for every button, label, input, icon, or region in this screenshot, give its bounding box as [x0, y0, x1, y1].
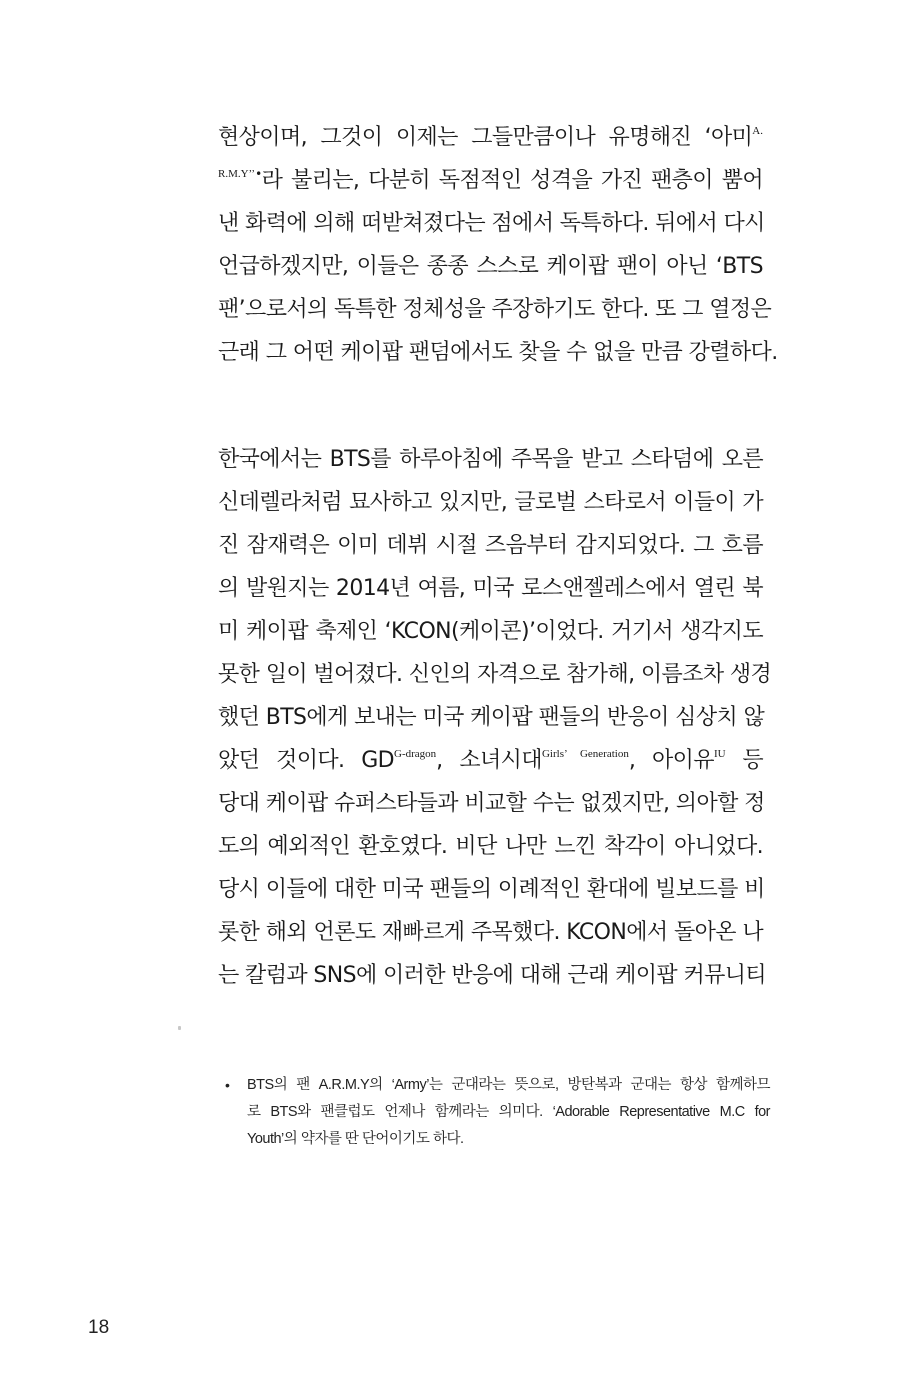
footnote-line: 로 BTS와 팬클럽도 언제나 함께라는 의미다. ‘Adorable Representative M.C for: [247, 1104, 770, 1120]
line-text: 았던 것이다. GD: [218, 748, 395, 773]
footnote-line: Youth’의 약자를 딴 단어이기도 하다.: [247, 1131, 464, 1147]
text-line: 진 잠재력은 이미 데뷔 시절 즈음부터 감지되었다. 그 흐름: [218, 533, 763, 558]
text-line: 낸 화력에 의해 떠받쳐졌다는 점에서 독특하다. 뒤에서 다시: [218, 211, 765, 236]
text-line: 팬’으로서의 독특한 정체성을 주장하기도 한다. 또 그 열정은: [218, 297, 772, 322]
text-line: [218, 116, 763, 159]
scan-speck: [178, 1026, 181, 1030]
text-line: 했던 BTS에게 보내는 미국 케이팝 팬들의 반응이 심상치 않: [218, 705, 765, 730]
text-line: 미 케이팝 축제인 ‘KCON(케이콘)’이었다. 거기서 생각지도: [218, 619, 763, 644]
footnote-body: [247, 1072, 770, 1153]
footnote-bullet-icon: •: [225, 1077, 230, 1093]
superscript-gloss-iu: IU: [713, 748, 726, 760]
text-line: 당대 케이팝 슈퍼스타들과 비교할 수는 없겠지만, 의아할 정: [218, 791, 765, 816]
text-line: 근래 그 어떤 케이팝 팬덤에서도 찾을 수 없을 만큼 강렬하다.: [218, 340, 778, 365]
text-line: [218, 159, 763, 202]
line-text: , 소녀시대: [436, 748, 542, 773]
footnote: [225, 1072, 770, 1153]
text-line: 롯한 해외 언론도 재빠르게 주목했다. KCON에서 돌아온 나: [218, 920, 763, 945]
text-line: [218, 739, 763, 782]
superscript-gloss-gdragon: G-dragon: [394, 748, 437, 760]
text-line: 는 칼럼과 SNS에 이러한 반응에 대해 근래 케이팝 커뮤니티: [218, 963, 767, 988]
footnote-line: BTS의 팬 A.R.M.Y의 ‘Army’는 군대라는 뜻으로, 방탄복과 군대는 항상 함께하므: [247, 1077, 770, 1093]
line-text: 현상이며, 그것이 이제는 그들만큼이나 유명해진 ‘아미: [218, 125, 753, 150]
body-paragraph-2: [218, 438, 772, 997]
text-line: 도의 예외적인 환호였다. 비단 나만 느낀 착각이 아니었다.: [218, 834, 763, 859]
superscript-gloss: A.: [752, 125, 763, 137]
text-line: 신데렐라처럼 묘사하고 있지만, 글로벌 스타로서 이들이 가: [218, 490, 763, 515]
body-paragraph-1: [218, 116, 778, 374]
text-line: 못한 일이 벌어졌다. 신인의 자격으로 참가해, 이름조차 생경: [218, 662, 772, 687]
page-number: 18: [88, 1317, 110, 1338]
text-line: 의 발원지는 2014년 여름, 미국 로스앤젤레스에서 열린 북: [218, 576, 763, 601]
footnote-marker: •: [255, 167, 262, 181]
line-text: , 아이유: [628, 748, 714, 773]
text-line: 당시 이들에 대한 미국 팬들의 이례적인 환대에 빌보드를 비: [218, 877, 765, 902]
line-text: 라 불리는, 다분히 독점적인 성격을 가진 팬층이 뿜어: [261, 168, 763, 193]
line-text: 등: [725, 748, 764, 773]
text-line: 언급하겠지만, 이들은 종종 스스로 케이팝 팬이 아닌 ‘BTS: [218, 254, 763, 279]
superscript-gloss-girls-generation: Girls’ Generation: [541, 748, 629, 760]
text-line: 한국에서는 BTS를 하루아침에 주목을 받고 스타덤에 오른: [218, 447, 763, 472]
superscript-gloss: R.M.Y’’: [218, 168, 256, 180]
